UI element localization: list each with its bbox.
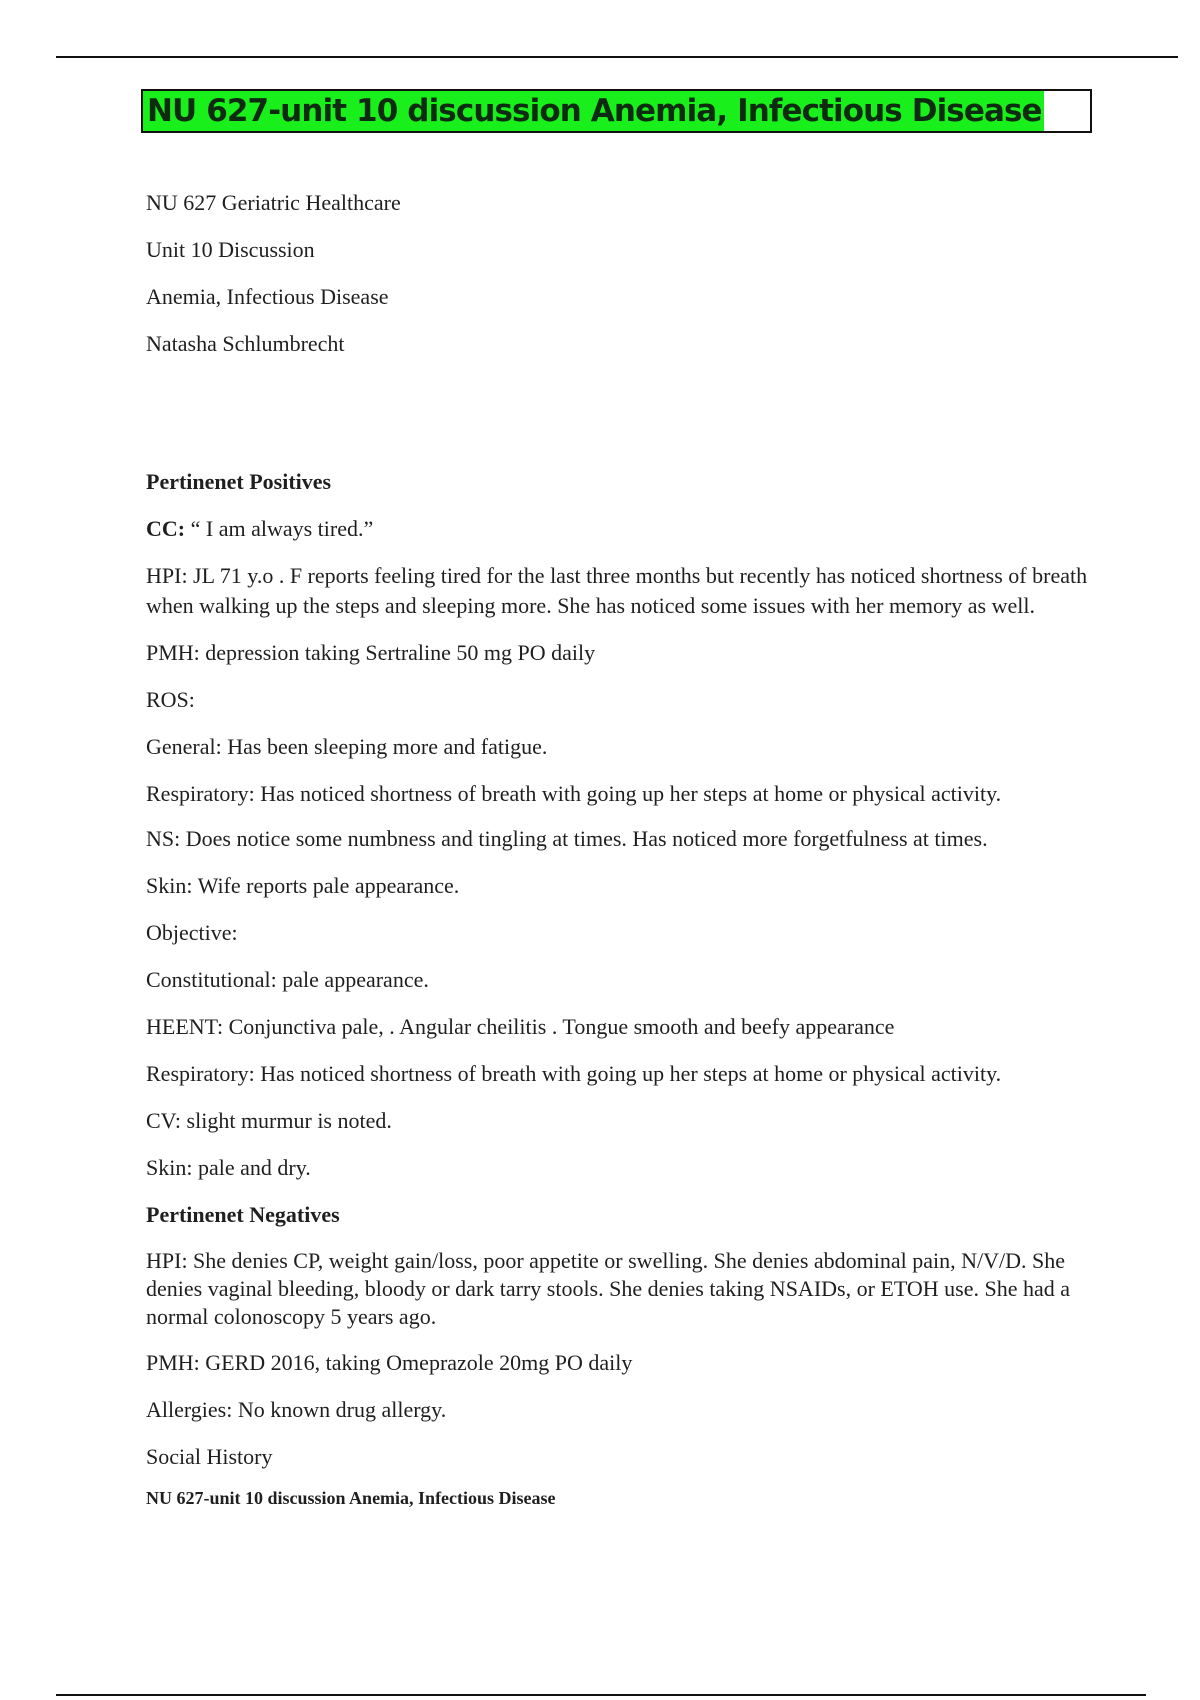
ros-general: General: Has been sleeping more and fatigue. (146, 734, 548, 759)
positives-hpi: HPI: JL 71 y.o . F reports feeling tired for the last three months but recently has noticed shortness of breath when walking up the steps and sleeping more. She has noticed some issues with her memory as well. (146, 563, 1088, 618)
top-rule (56, 56, 1178, 58)
objective-label: Objective: (146, 920, 238, 945)
cc-text: “ I am always tired.” (185, 516, 374, 541)
objective-heent: HEENT: Conjunctiva pale, . Angular cheilitis . Tongue smooth and beefy appearance (146, 1014, 895, 1039)
positives-heading: Pertinenet Positives (146, 469, 332, 494)
negatives-pmh: PMH: GERD 2016, taking Omeprazole 20mg PO daily (146, 1350, 633, 1375)
ros-ns: NS: Does notice some numbness and tingling at times. Has noticed more forgetfulness at times. (146, 826, 988, 851)
negatives-hpi: HPI: She denies CP, weight gain/loss, poor appetite or swelling. She denies abdominal pain, N/V/D. She denies vaginal bleeding, bloody or dark tarry stools. She denies taking NSAIDs, or ETOH use. She had a normal colonoscopy 5 years ago. (146, 1248, 1071, 1329)
footer-title: NU 627-unit 10 discussion Anemia, Infectious Disease (146, 1488, 556, 1508)
ros-skin: Skin: Wife reports pale appearance. (146, 873, 460, 898)
objective-cv: CV: slight murmur is noted. (146, 1108, 392, 1133)
cc-label: CC: (146, 516, 186, 541)
unit-line: Unit 10 Discussion (146, 237, 315, 262)
topic-line: Anemia, Infectious Disease (146, 284, 389, 309)
cc-line (146, 514, 1091, 544)
title-box (141, 89, 1092, 133)
negatives-heading: Pertinenet Negatives (146, 1202, 340, 1227)
negatives-allergies: Allergies: No known drug allergy. (146, 1397, 447, 1422)
objective-skin: Skin: pale and dry. (146, 1155, 311, 1180)
objective-constitutional: Constitutional: pale appearance. (146, 967, 429, 992)
author-line: Natasha Schlumbrecht (146, 331, 345, 356)
social-history: Social History (146, 1444, 273, 1469)
document-title: NU 627-unit 10 discussion Anemia, Infectious Disease (143, 91, 1044, 131)
course-line: NU 627 Geriatric Healthcare (146, 190, 401, 215)
ros-label: ROS: (146, 687, 195, 712)
document-body (146, 188, 1091, 1510)
ros-respiratory: Respiratory: Has noticed shortness of breath with going up her steps at home or physical activity. (146, 781, 1002, 806)
objective-respiratory: Respiratory: Has noticed shortness of breath with going up her steps at home or physical activity. (146, 1061, 1002, 1086)
positives-pmh: PMH: depression taking Sertraline 50 mg PO daily (146, 640, 596, 665)
bottom-rule (56, 1694, 1146, 1696)
